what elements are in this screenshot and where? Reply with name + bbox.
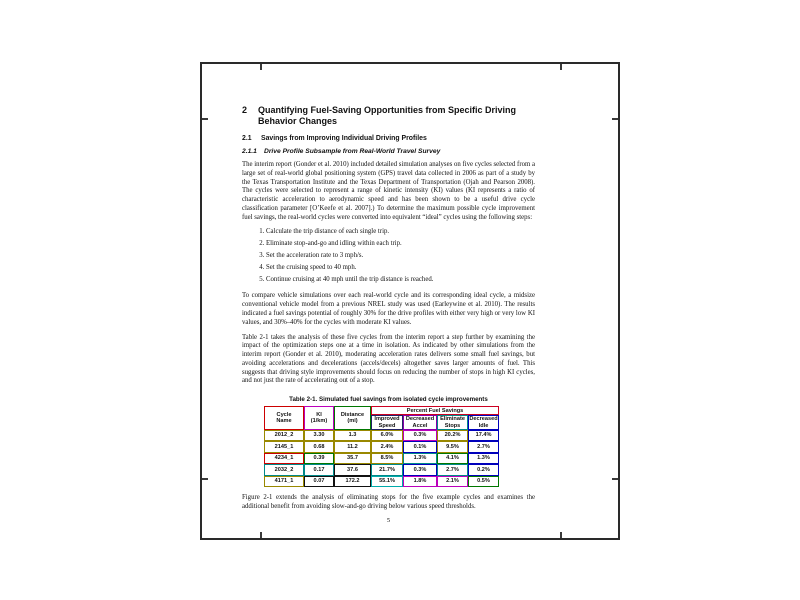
paragraph-comparison: To compare vehicle simulations over each real-world cycle and its corresponding ideal cycle, a midsize conventional vehicle model from a previous NREL study was used (Earleywine et al. 2010). The results indicated a fuel savings potential of roughly 30% for the drive profiles with either very high or very low KI values, and 30%–40% for the cycles with moderate KI values.	[242, 292, 535, 326]
paragraph-table-discussion: Table 2-1 takes the analysis of these five cycles from the interim report a step further by examining the impact of the optimization steps one at a time in isolation. As indicated by other simulations from the interim report (Gonder et al. 2010), moderating acceleration rates delivers some small fuel savings, but avoiding accelerations and decelerations (accels/decels) altogether saves larger amounts of fuel. This suggests that driving style improvements should focus on reducing the number of stops in high KI cycles, and not just the rate of accelerating out of a stop.	[242, 333, 535, 385]
crop-mark	[612, 478, 618, 480]
table-cell: 55.1%	[371, 476, 403, 488]
list-item: 5. Continue cruising at 40 mph until the trip distance is reached.	[266, 276, 535, 285]
table-header-cell: Eliminate Stops	[437, 415, 468, 430]
subsubsection-title: Drive Profile Subsample from Real-World Travel Survey	[264, 148, 441, 155]
crop-mark	[202, 118, 208, 120]
section-number: 2	[242, 105, 248, 115]
table-row	[264, 464, 499, 476]
table-cell: 0.1%	[403, 441, 437, 453]
list-item: 4. Set the cruising speed to 40 mph.	[266, 264, 535, 273]
table-cell: 6.0%	[371, 430, 403, 442]
crop-mark	[260, 64, 262, 70]
table-cell: 35.7	[334, 453, 371, 465]
table-cell: 11.2	[334, 441, 371, 453]
page-number: 5	[386, 516, 391, 524]
table-cell: 0.5%	[468, 476, 499, 488]
table-header-cell: Cycle Name	[264, 406, 304, 430]
crop-mark	[560, 64, 562, 70]
subsection-number: 2.1	[242, 135, 252, 142]
table-cell: 2012_2	[264, 430, 304, 442]
table-row	[264, 453, 499, 465]
table-cell: 1.3%	[468, 453, 499, 465]
table-row	[264, 430, 499, 442]
table-cell: 1.3	[334, 430, 371, 442]
list-item: 2. Eliminate stop-and-go and idling within each trip.	[266, 240, 535, 249]
table-cell: 21.7%	[371, 464, 403, 476]
table-cell: 4.1%	[437, 453, 468, 465]
table-cell: 8.5%	[371, 453, 403, 465]
table-header-row	[264, 406, 499, 415]
table-cell: 0.17	[304, 464, 334, 476]
table-cell: 9.5%	[437, 441, 468, 453]
paragraph-figure-ref: Figure 2-1 extends the analysis of eliminating stops for the five example cycles and examines the additional benefit from avoiding slow-and-go driving below various speed thresholds.	[242, 494, 535, 511]
table-cell: 1.8%	[403, 476, 437, 488]
table-cell: 0.39	[304, 453, 334, 465]
table-cell: 2145_1	[264, 441, 304, 453]
table-cell: 2032_2	[264, 464, 304, 476]
table-cell: 0.68	[304, 441, 334, 453]
table-body	[264, 430, 499, 488]
table-cell: 172.2	[334, 476, 371, 488]
table-cell: 2.1%	[437, 476, 468, 488]
fuel-savings-table	[264, 406, 499, 487]
page-content	[242, 102, 535, 524]
table-cell: 0.2%	[468, 464, 499, 476]
subsection-heading	[242, 135, 535, 143]
table-row	[264, 476, 499, 488]
table-header-cell: Decreased Idle	[469, 416, 498, 429]
table-cell: 2.4%	[371, 441, 403, 453]
table-header-cell: Improved Speed	[371, 415, 403, 430]
table-header-cell: Decreased Accel	[403, 415, 437, 430]
table-cell: 17.4%	[468, 430, 499, 442]
table-cell: 2.7%	[437, 464, 468, 476]
subsection-title: Savings from Improving Individual Driving Profiles	[261, 135, 427, 142]
crop-mark	[560, 532, 562, 538]
table-cell: 2.7%	[468, 441, 499, 453]
ideal-cycle-steps-list	[242, 228, 535, 285]
crop-mark	[202, 478, 208, 480]
subsubsection-heading	[242, 148, 535, 156]
page-sheet	[200, 62, 620, 540]
table-caption: Table 2-1. Simulated fuel savings from isolated cycle improvements	[289, 396, 488, 404]
list-item: 3. Set the acceleration rate to 3 mph/s.	[266, 252, 535, 261]
subsubsection-number: 2.1.1	[242, 148, 257, 155]
list-item: 1. Calculate the trip distance of each single trip.	[266, 228, 535, 237]
crop-mark	[612, 118, 618, 120]
table-cell: 0.3%	[403, 430, 437, 442]
table-header-cell: Distance (mi)	[334, 406, 371, 430]
table-cell: 3.30	[304, 430, 334, 442]
table-cell: 4171_1	[264, 476, 304, 488]
paragraph-intro: The interim report (Gonder et al. 2010) included detailed simulation analyses on five cycles selected from a large set of real-world global positioning system (GPS) travel data collected in 2006 as part of a study by the Texas Transportation Institute and the Texas Department of Transportation (Ojah and Pearson 2008). The cycles were selected to represent a range of kinetic intensity (KI) values (KI represents a ratio of characteristic acceleration to aerodynamic speed and has been shown to be a useful drive cycle classification parameter [O’Keefe et al. 2007].) To determine the maximum possible cycle improvement fuel savings, the real-world cycles were converted into equivalent “ideal” cycles using the following steps:	[242, 161, 535, 221]
crop-mark	[260, 532, 262, 538]
table-cell: 0.07	[304, 476, 334, 488]
table-header	[264, 406, 499, 430]
table-cell: 4234_1	[264, 453, 304, 465]
table-cell: 37.6	[334, 464, 371, 476]
section-title: Quantifying Fuel-Saving Opportunities from Specific Driving Behavior Changes	[258, 105, 517, 126]
table-cell: 0.3%	[403, 464, 437, 476]
table-header-cell: KI (1/km)	[304, 406, 334, 430]
section-heading	[242, 105, 535, 126]
table-span-header-cell: Percent Fuel Savings	[371, 406, 499, 415]
table-cell: 1.3%	[403, 453, 437, 465]
table-row	[264, 441, 499, 453]
table-cell: 20.2%	[437, 430, 468, 442]
